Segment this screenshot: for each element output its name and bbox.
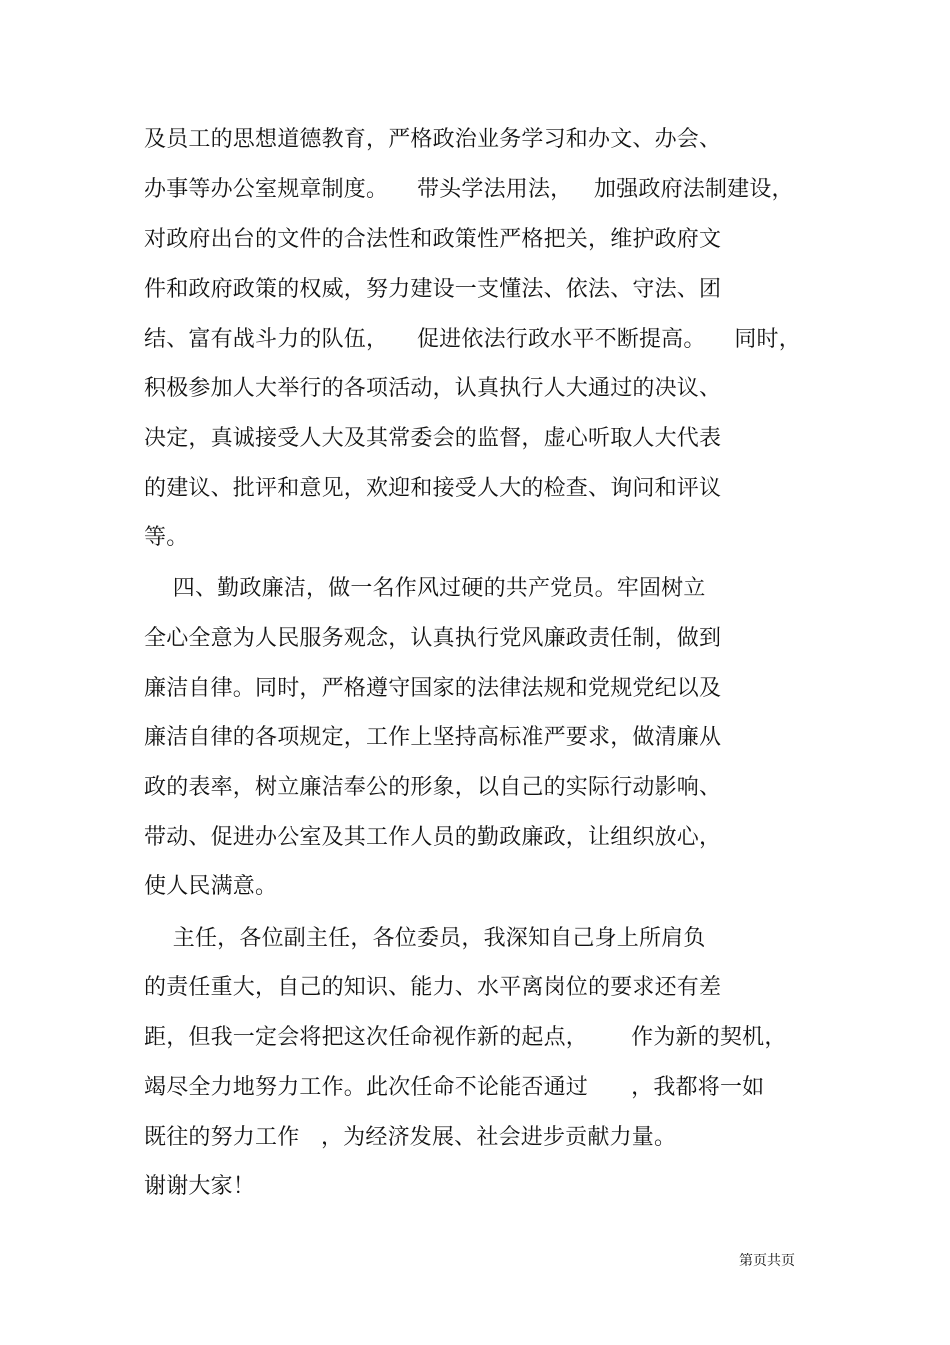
text-line: 政的表率，树立廉洁奉公的形象，以自己的实际行动影响、 [144, 775, 722, 800]
text-line: 廉洁自律的各项规定，工作上坚持高标准严要求，做清廉从 [144, 725, 722, 750]
text-line: 竭尽全力地努力工作。此次任命不论能否通过 ，我都将一如 [144, 1075, 765, 1100]
text-line: 使人民满意。 [144, 874, 278, 899]
text-line: 距，但我一定会将把这次任命视作新的起点， 作为新的契机， [144, 1025, 787, 1050]
text-line: 等。 [144, 525, 189, 550]
text-line: 件和政府政策的权威，努力建设一支懂法、依法、守法、团 [144, 277, 722, 302]
closing-line: 谢谢大家！ [144, 1174, 256, 1199]
text-line: 全心全意为人民服务观念，认真执行党风廉政责任制，做到 [144, 626, 722, 651]
text-line: 带动、促进办公室及其工作人员的勤政廉政，让组织放心， [144, 825, 722, 850]
paragraph-first-line: 四、勤政廉洁，做一名作风过硬的共产党员。牢固树立 [144, 576, 706, 601]
text-line: 积极参加人大举行的各项活动，认真执行人大通过的决议、 [144, 376, 722, 401]
page-footer: 第页共页 [739, 1253, 795, 1269]
text-line: 既往的努力工作 ，为经济发展、社会进步贡献力量。 [144, 1125, 677, 1150]
text-line: 决定，真诚接受人大及其常委会的监督，虚心听取人大代表 [144, 426, 722, 451]
paragraph-first-line: 主任，各位副主任，各位委员，我深知自己身上所肩负 [144, 926, 706, 951]
text-line: 的建议、批评和意见，欢迎和接受人大的检查、询问和评议 [144, 476, 722, 501]
text-line: 廉洁自律。同时，严格遵守国家的法律法规和党规党纪以及 [144, 676, 722, 701]
text-line: 及员工的思想道德教育，严格政治业务学习和办文、办会、 [144, 127, 722, 152]
text-line: 的责任重大，自己的知识、能力、水平离岗位的要求还有差 [144, 975, 722, 1000]
text-line: 结、富有战斗力的队伍， 促进依法行政水平不断提高。 同时， [144, 327, 801, 352]
text-line: 办事等办公室规章制度。 带头学法用法， 加强政府法制建设， [144, 177, 794, 202]
text-line: 对政府出台的文件的合法性和政策性严格把关，维护政府文 [144, 227, 722, 252]
